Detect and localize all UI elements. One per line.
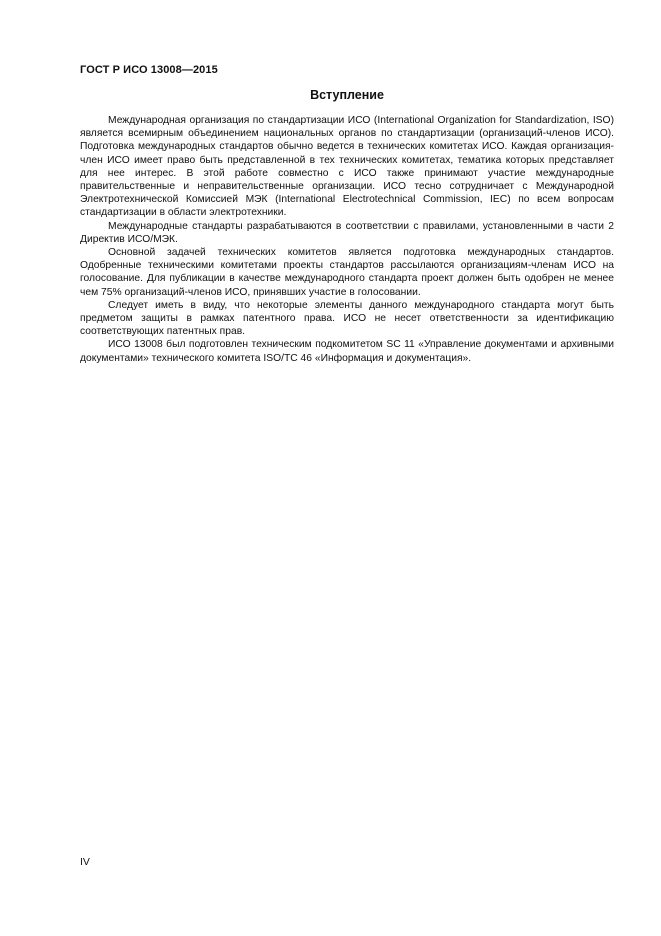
section-body [80, 114, 614, 365]
paragraph-4: Следует иметь в виду, что некоторые элементы данного международного стандарта могут быть предметом защиты в рамках патентного права. ИСО не несет ответственности за идентификацию соответствующих патентных прав. [80, 299, 614, 338]
section-title: Вступление [310, 88, 384, 102]
page-number: IV [80, 856, 90, 868]
paragraph-2: Международные стандарты разрабатываются в соответствии с правилами, установленными в части 2 Директив ИСО/МЭК. [80, 220, 614, 245]
document-code-header: ГОСТ Р ИСО 13008—2015 [80, 64, 218, 76]
paragraph-1: Международная организация по стандартизации ИСО (International Organization for Standardization, ISO) является всемирным объединением национальных органов по стандартизации (организаций-членов ИСО). Подготовка международных стандартов обычно ведется в технических комитетах ИСО. Каждая организация-член ИСО имеет право быть представленной в тех технических комитетах, тематика которых представляет для нее интерес. В этой работе совместно с ИСО также принимают участие международные правительственные и неправительственные организации. ИСО тесно сотрудничает с Международной Электротехнической Комиссией МЭК (International Electrotechnical Commission, IEC) по всем вопросам стандартизации в области электротехники. [80, 115, 614, 219]
paragraph-5: ИСО 13008 был подготовлен техническим подкомитетом SC 11 «Управление документами и архивными документами» технического комитета ISO/TC 46 «Информация и документация». [80, 339, 614, 364]
paragraph-3: Основной задачей технических комитетов является подготовка международных стандартов. Одобренные техническими комитетами проекты стандартов рассылаются организациям-членам ИСО на голосование. Для публикации в качестве международного стандарта проект должен быть одобрен не менее чем 75% организаций-членов ИСО, принявших участие в голосовании. [80, 247, 614, 298]
